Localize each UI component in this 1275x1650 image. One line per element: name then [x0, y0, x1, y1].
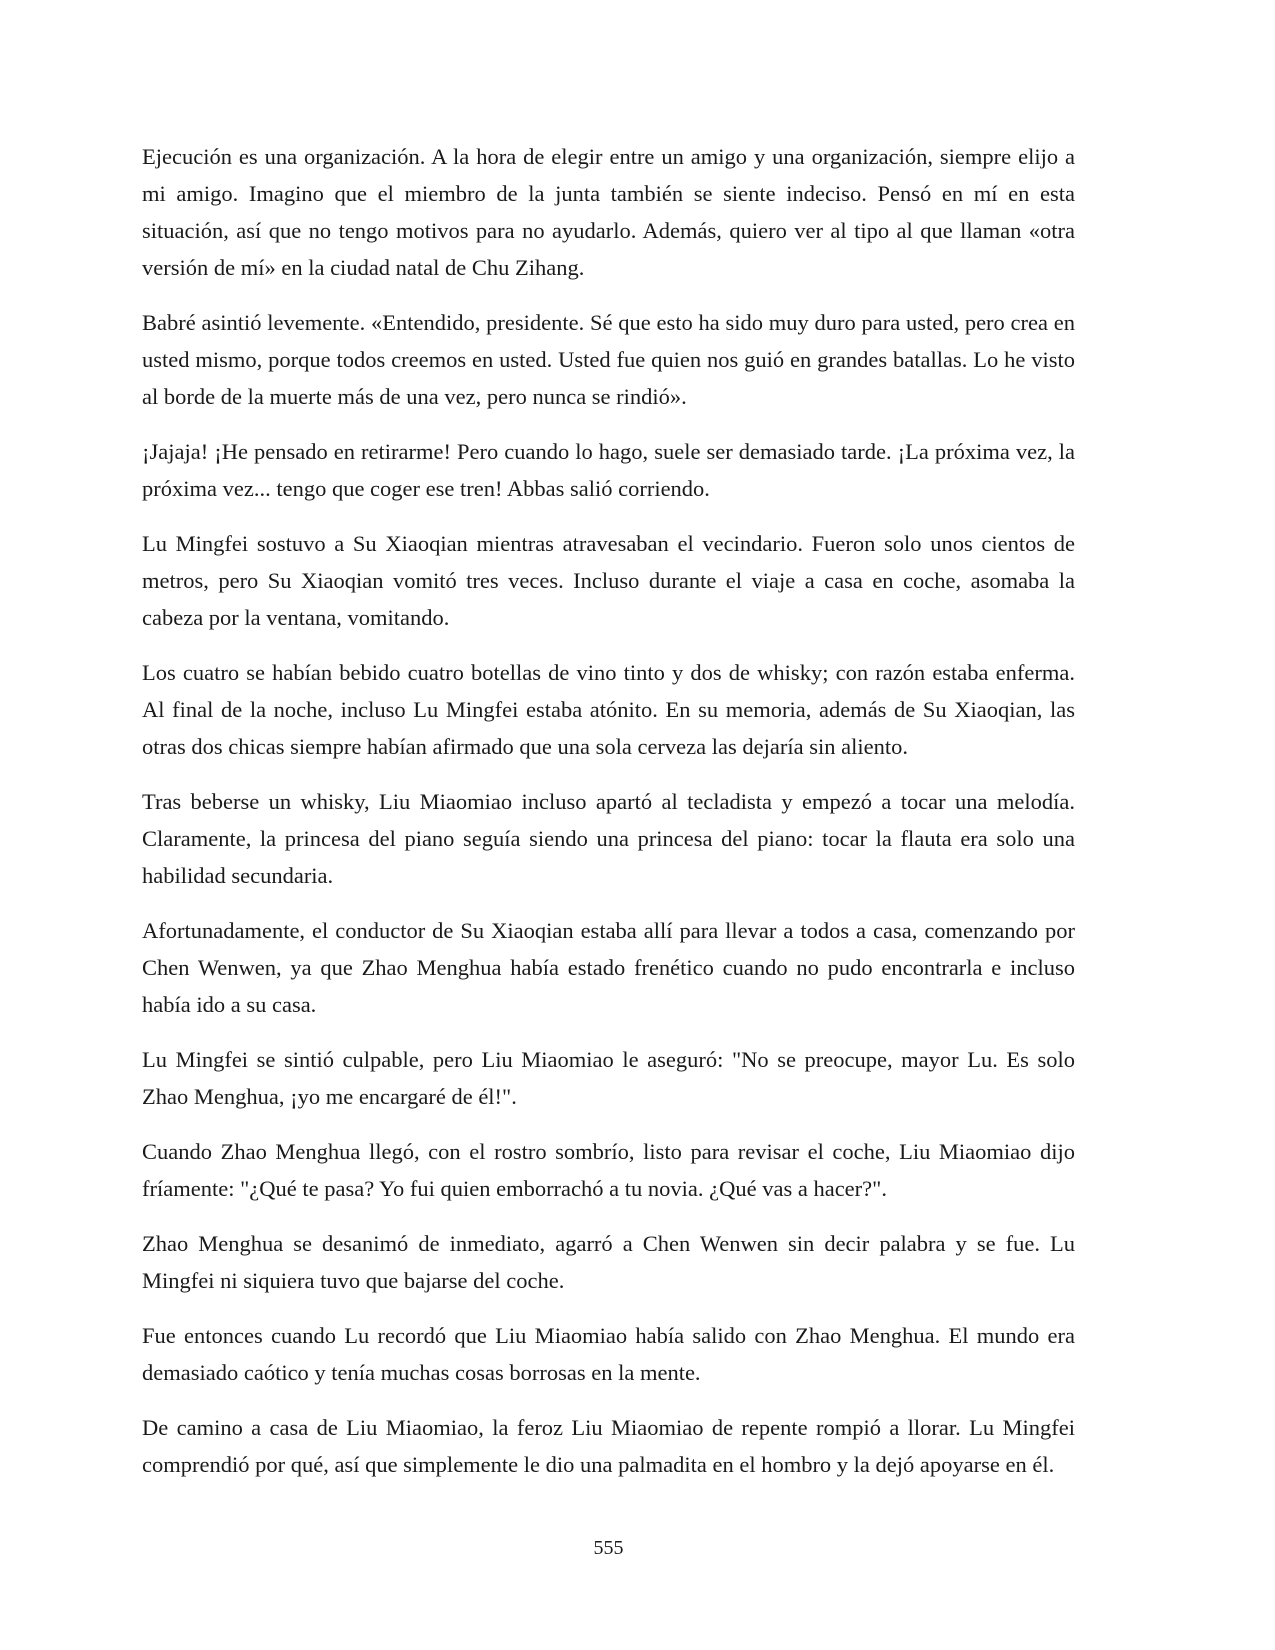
- page-number: 555: [593, 1537, 624, 1559]
- paragraph: Babré asintió levemente. «Entendido, presidente. Sé que esto ha sido muy duro para usted, pero crea en usted mismo, porque todos creemos en usted. Usted fue quien nos guió en grandes batallas. Lo he visto al borde de la muerte más de una vez, pero nunca se rindió».: [142, 310, 1075, 409]
- paragraph: Los cuatro se habían bebido cuatro botellas de vino tinto y dos de whisky; con razón estaba enferma. Al final de la noche, incluso Lu Mingfei estaba atónito. En su memoria, además de Su Xiaoqian, las otras dos chicas siempre habían afirmado que una sola cerveza las dejaría sin aliento.: [142, 660, 1075, 759]
- paragraph: Cuando Zhao Menghua llegó, con el rostro sombrío, listo para revisar el coche, Liu Miaomiao dijo fríamente: "¿Qué te pasa? Yo fui quien emborrachó a tu novia. ¿Qué vas a hacer?".: [142, 1139, 1075, 1201]
- paragraph: Lu Mingfei sostuvo a Su Xiaoqian mientras atravesaban el vecindario. Fueron solo unos cientos de metros, pero Su Xiaoqian vomitó tres veces. Incluso durante el viaje a casa en coche, asomaba la cabeza por la ventana, vomitando.: [142, 531, 1075, 630]
- text-block: [142, 138, 1075, 1501]
- paragraph: Tras beberse un whisky, Liu Miaomiao incluso apartó al tecladista y empezó a tocar una melodía. Claramente, la princesa del piano seguía siendo una princesa del piano: tocar la flauta era solo una habilidad secundaria.: [142, 789, 1075, 888]
- paragraph: ¡Jajaja! ¡He pensado en retirarme! Pero cuando lo hago, suele ser demasiado tarde. ¡La próxima vez, la próxima vez... tengo que coger ese tren! Abbas salió corriendo.: [142, 439, 1075, 501]
- paragraph: Lu Mingfei se sintió culpable, pero Liu Miaomiao le aseguró: "No se preocupe, mayor Lu. Es solo Zhao Menghua, ¡yo me encargaré de él!".: [142, 1047, 1075, 1109]
- paragraph: Fue entonces cuando Lu recordó que Liu Miaomiao había salido con Zhao Menghua. El mundo era demasiado caótico y tenía muchas cosas borrosas en la mente.: [142, 1323, 1075, 1385]
- paragraph: Ejecución es una organización. A la hora de elegir entre un amigo y una organización, siempre elijo a mi amigo. Imagino que el miembro de la junta también se siente indeciso. Pensó en mí en esta situación, así que no tengo motivos para no ayudarlo. Además, quiero ver al tipo al que llaman «otra versión de mí» en la ciudad natal de Chu Zihang.: [142, 144, 1075, 280]
- paragraph: Afortunadamente, el conductor de Su Xiaoqian estaba allí para llevar a todos a casa, comenzando por Chen Wenwen, ya que Zhao Menghua había estado frenético cuando no pudo encontrarla e incluso había ido a su casa.: [142, 918, 1075, 1017]
- paragraph: De camino a casa de Liu Miaomiao, la feroz Liu Miaomiao de repente rompió a llorar. Lu Mingfei comprendió por qué, así que simplemente le dio una palmadita en el hombro y la dejó apoyarse en él.: [142, 1415, 1075, 1477]
- paragraph: Zhao Menghua se desanimó de inmediato, agarró a Chen Wenwen sin decir palabra y se fue. Lu Mingfei ni siquiera tuvo que bajarse del coche.: [142, 1231, 1075, 1293]
